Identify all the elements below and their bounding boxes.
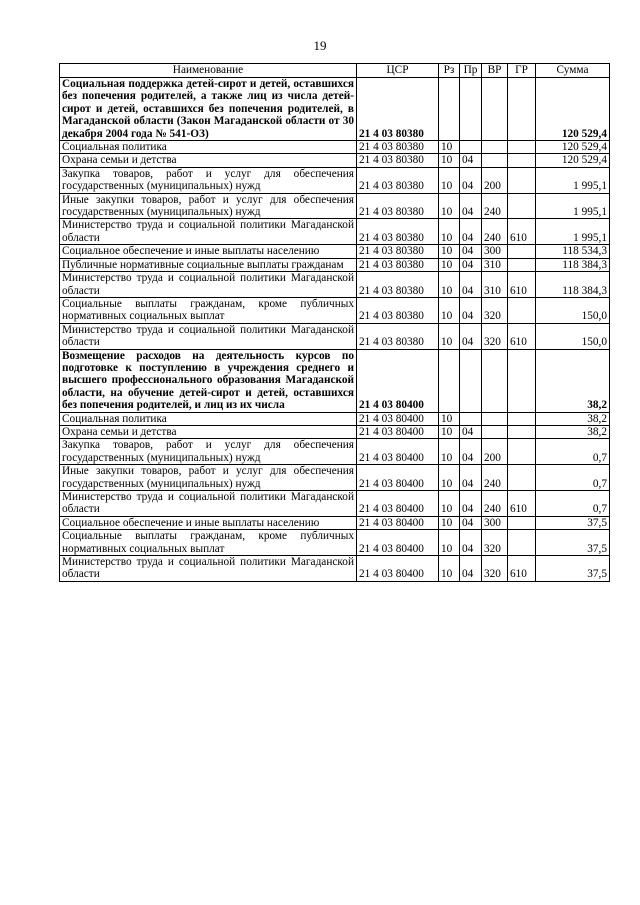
cell-rz: 10 (439, 219, 460, 245)
page-number: 19 (313, 38, 327, 53)
table-body (60, 78, 610, 582)
cell-sum: 38,2 (536, 412, 610, 425)
cell-pr: 04 (460, 219, 482, 245)
cell-sum: 120 529,4 (536, 78, 610, 141)
table-row (60, 349, 610, 412)
cell-pr: 04 (460, 530, 482, 556)
cell-csr: 21 4 03 80380 (357, 245, 439, 258)
cell-name: Социальное обеспечение и иные выплаты населению (60, 245, 357, 258)
cell-csr: 21 4 03 80380 (357, 154, 439, 167)
cell-rz (439, 78, 460, 141)
cell-pr: 04 (460, 491, 482, 517)
cell-name: Иные закупки товаров, работ и услуг для обеспечения государственных (муниципальных) нужд (60, 465, 357, 491)
cell-rz: 10 (439, 425, 460, 438)
table-row (60, 193, 610, 219)
cell-pr: 04 (460, 323, 482, 349)
cell-name: Социальные выплаты гражданам, кроме публичных нормативных социальных выплат (60, 297, 357, 323)
cell-name: Социальная поддержка детей-сирот и детей, оставшихся без попечения родителей, а также лиц из числа детей-сирот и детей, оставшихся без попечения родителей, в Магаданской области (Закон Магаданской области от 30 декабря 2004 года № 541-ОЗ) (60, 78, 357, 141)
cell-csr: 21 4 03 80380 (357, 323, 439, 349)
cell-gr (508, 516, 536, 529)
cell-gr (508, 412, 536, 425)
table-row (60, 78, 610, 141)
cell-sum: 37,5 (536, 556, 610, 582)
cell-vr: 300 (482, 245, 508, 258)
cell-sum: 1 995,1 (536, 167, 610, 193)
cell-rz: 10 (439, 323, 460, 349)
cell-vr: 320 (482, 323, 508, 349)
cell-csr: 21 4 03 80380 (357, 219, 439, 245)
cell-gr (508, 425, 536, 438)
cell-name: Иные закупки товаров, работ и услуг для обеспечения государственных (муниципальных) нужд (60, 193, 357, 219)
cell-vr: 240 (482, 465, 508, 491)
cell-rz: 10 (439, 245, 460, 258)
cell-csr: 21 4 03 80400 (357, 556, 439, 582)
cell-pr: 04 (460, 272, 482, 298)
cell-vr (482, 141, 508, 154)
header-gr: ГР (508, 64, 536, 78)
cell-sum: 0,7 (536, 491, 610, 517)
cell-sum: 1 995,1 (536, 219, 610, 245)
cell-vr: 320 (482, 530, 508, 556)
cell-pr: 04 (460, 425, 482, 438)
cell-gr: 610 (508, 219, 536, 245)
cell-sum: 38,2 (536, 349, 610, 412)
header-csr: ЦСР (357, 64, 439, 78)
cell-gr (508, 193, 536, 219)
cell-csr: 21 4 03 80400 (357, 530, 439, 556)
cell-pr: 04 (460, 154, 482, 167)
table-row (60, 439, 610, 465)
cell-name: Министерство труда и социальной политики Магаданской области (60, 219, 357, 245)
cell-vr: 310 (482, 272, 508, 298)
cell-csr: 21 4 03 80400 (357, 412, 439, 425)
table-row (60, 465, 610, 491)
cell-csr: 21 4 03 80400 (357, 516, 439, 529)
cell-vr: 240 (482, 491, 508, 517)
cell-name: Министерство труда и социальной политики Магаданской области (60, 556, 357, 582)
cell-pr: 04 (460, 167, 482, 193)
cell-pr: 04 (460, 439, 482, 465)
cell-vr: 320 (482, 556, 508, 582)
cell-name: Возмещение расходов на деятельность курсов по подготовке к поступлению в учреждения среднего и высшего профессионального образования Магаданской области, на обучение детей-сирот и детей, оставшихся без попечения родителей, и лиц из их числа (60, 349, 357, 412)
cell-pr: 04 (460, 258, 482, 271)
cell-rz: 10 (439, 154, 460, 167)
cell-name: Министерство труда и социальной политики Магаданской области (60, 272, 357, 298)
cell-gr (508, 439, 536, 465)
cell-pr (460, 141, 482, 154)
cell-rz: 10 (439, 193, 460, 219)
cell-name: Закупка товаров, работ и услуг для обеспечения государственных (муниципальных) нужд (60, 439, 357, 465)
cell-rz (439, 349, 460, 412)
cell-gr (508, 465, 536, 491)
cell-sum: 118 384,3 (536, 258, 610, 271)
cell-csr: 21 4 03 80380 (357, 258, 439, 271)
table-row (60, 141, 610, 154)
cell-csr: 21 4 03 80380 (357, 78, 439, 141)
cell-gr (508, 258, 536, 271)
cell-vr: 240 (482, 193, 508, 219)
cell-csr: 21 4 03 80380 (357, 167, 439, 193)
cell-name: Социальная политика (60, 141, 357, 154)
cell-csr: 21 4 03 80380 (357, 141, 439, 154)
cell-pr: 04 (460, 297, 482, 323)
cell-rz: 10 (439, 167, 460, 193)
cell-pr: 04 (460, 516, 482, 529)
cell-gr (508, 78, 536, 141)
cell-sum: 37,5 (536, 530, 610, 556)
cell-sum: 37,5 (536, 516, 610, 529)
cell-name: Публичные нормативные социальные выплаты гражданам (60, 258, 357, 271)
table-row (60, 258, 610, 271)
table-row (60, 154, 610, 167)
cell-gr (508, 245, 536, 258)
cell-csr: 21 4 03 80380 (357, 193, 439, 219)
header-rz: Рз (439, 64, 460, 78)
header-vr: ВР (482, 64, 508, 78)
cell-pr: 04 (460, 193, 482, 219)
cell-rz: 10 (439, 272, 460, 298)
cell-sum: 38,2 (536, 425, 610, 438)
cell-rz: 10 (439, 465, 460, 491)
table-row (60, 425, 610, 438)
cell-gr: 610 (508, 556, 536, 582)
table-row (60, 530, 610, 556)
cell-name: Закупка товаров, работ и услуг для обеспечения государственных (муниципальных) нужд (60, 167, 357, 193)
cell-pr (460, 349, 482, 412)
cell-csr: 21 4 03 80380 (357, 272, 439, 298)
cell-gr (508, 297, 536, 323)
cell-csr: 21 4 03 80400 (357, 425, 439, 438)
cell-name: Социальные выплаты гражданам, кроме публичных нормативных социальных выплат (60, 530, 357, 556)
cell-sum: 118 384,3 (536, 272, 610, 298)
header-sum: Сумма (536, 64, 610, 78)
cell-sum: 120 529,4 (536, 141, 610, 154)
cell-sum: 0,7 (536, 439, 610, 465)
cell-sum: 118 534,3 (536, 245, 610, 258)
cell-rz: 10 (439, 258, 460, 271)
cell-sum: 120 529,4 (536, 154, 610, 167)
cell-rz: 10 (439, 412, 460, 425)
cell-pr: 04 (460, 556, 482, 582)
cell-gr (508, 349, 536, 412)
table-row (60, 412, 610, 425)
cell-gr (508, 154, 536, 167)
cell-pr: 04 (460, 465, 482, 491)
cell-gr: 610 (508, 323, 536, 349)
cell-rz: 10 (439, 297, 460, 323)
cell-gr (508, 530, 536, 556)
cell-vr (482, 412, 508, 425)
cell-vr (482, 78, 508, 141)
cell-csr: 21 4 03 80400 (357, 465, 439, 491)
header-name: Наименование (60, 64, 357, 78)
cell-vr (482, 154, 508, 167)
table-row (60, 272, 610, 298)
cell-name: Социальная политика (60, 412, 357, 425)
cell-csr: 21 4 03 80400 (357, 349, 439, 412)
table-row (60, 167, 610, 193)
cell-rz: 10 (439, 491, 460, 517)
budget-table (59, 63, 610, 582)
cell-sum: 150,0 (536, 297, 610, 323)
cell-csr: 21 4 03 80400 (357, 439, 439, 465)
cell-rz: 10 (439, 556, 460, 582)
cell-pr (460, 412, 482, 425)
cell-rz: 10 (439, 439, 460, 465)
table-row (60, 245, 610, 258)
cell-vr: 200 (482, 167, 508, 193)
cell-vr: 200 (482, 439, 508, 465)
table-row (60, 516, 610, 529)
cell-gr (508, 167, 536, 193)
cell-vr (482, 349, 508, 412)
cell-name: Министерство труда и социальной политики Магаданской области (60, 323, 357, 349)
cell-vr: 320 (482, 297, 508, 323)
header-pr: Пр (460, 64, 482, 78)
table-row (60, 219, 610, 245)
cell-sum: 0,7 (536, 465, 610, 491)
cell-pr (460, 78, 482, 141)
cell-pr: 04 (460, 245, 482, 258)
cell-rz: 10 (439, 141, 460, 154)
cell-gr: 610 (508, 272, 536, 298)
cell-vr: 240 (482, 219, 508, 245)
cell-name: Министерство труда и социальной политики Магаданской области (60, 491, 357, 517)
table-row (60, 491, 610, 517)
table-row (60, 297, 610, 323)
cell-vr (482, 425, 508, 438)
table-row (60, 323, 610, 349)
cell-vr: 310 (482, 258, 508, 271)
cell-name: Охрана семьи и детства (60, 154, 357, 167)
cell-vr: 300 (482, 516, 508, 529)
table-row (60, 556, 610, 582)
cell-rz: 10 (439, 530, 460, 556)
cell-csr: 21 4 03 80380 (357, 297, 439, 323)
cell-csr: 21 4 03 80400 (357, 491, 439, 517)
cell-gr: 610 (508, 491, 536, 517)
cell-rz: 10 (439, 516, 460, 529)
cell-gr (508, 141, 536, 154)
cell-name: Социальное обеспечение и иные выплаты населению (60, 516, 357, 529)
table-header-row (60, 64, 610, 78)
cell-sum: 1 995,1 (536, 193, 610, 219)
cell-name: Охрана семьи и детства (60, 425, 357, 438)
cell-sum: 150,0 (536, 323, 610, 349)
